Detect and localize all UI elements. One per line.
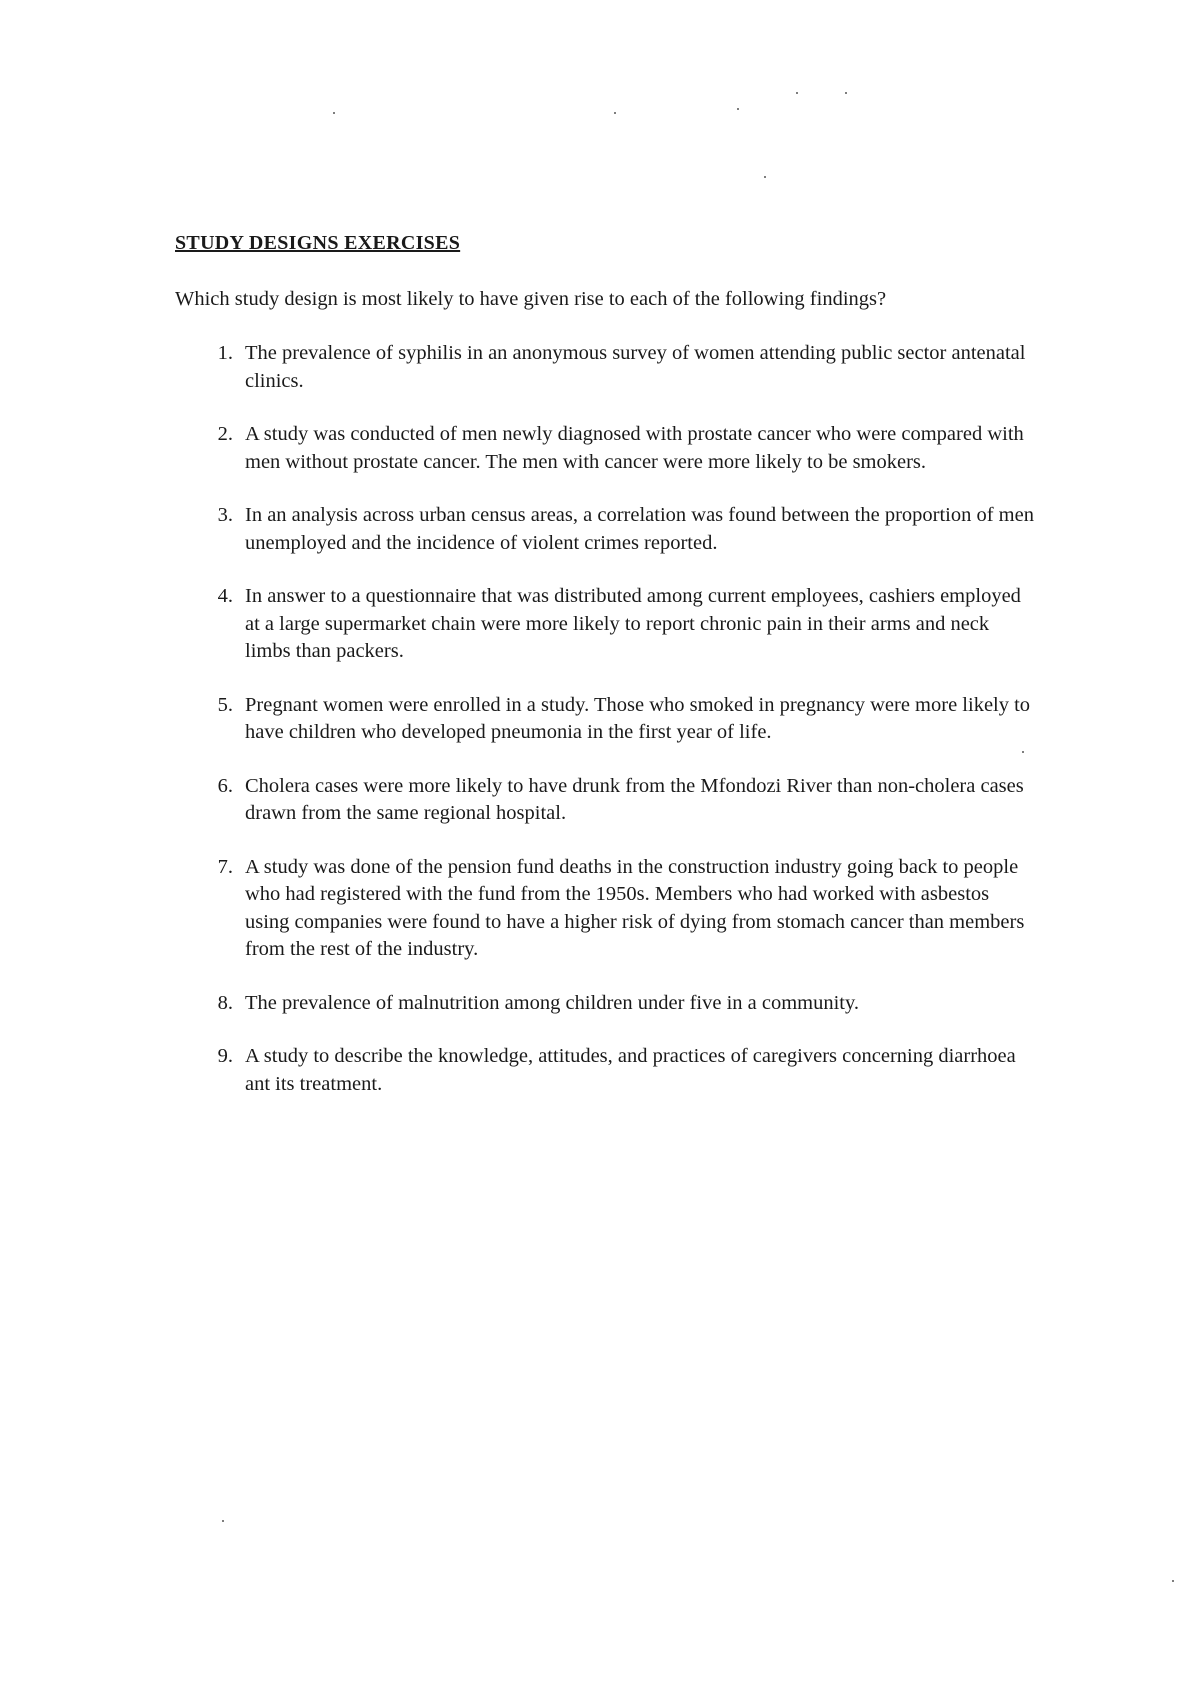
list-item [175,1043,1035,1098]
item-text: In an analysis across urban census areas, a correlation was found between the proportion of men unemployed and the incidence of violent crimes reported. [245,504,1034,554]
item-number: 6. [217,774,233,797]
item-text: Cholera cases were more likely to have drunk from the Mfondozi River than non-cholera cases drawn from the same regional hospital. [245,774,1024,824]
scan-speck [764,176,766,178]
item-number: 5. [217,693,233,716]
scan-speck [222,1520,224,1522]
scan-speck [614,112,616,114]
list-item [175,773,1035,828]
scan-speck [737,108,739,110]
item-text: The prevalence of malnutrition among children under five in a community. [245,991,860,1014]
list-item [175,990,1035,1018]
scan-speck [845,92,847,94]
item-text: A study was done of the pension fund deaths in the construction industry going back to people who had registered with the fund from the 1950s. Members who had worked with asbestos using companies were found to have a higher risk of dying from stomach cancer than members from the rest of the industry. [245,855,1025,960]
scan-speck [796,92,798,94]
list-item [175,692,1035,747]
list-item [175,502,1035,557]
list-item [175,421,1035,476]
item-number: 7. [217,855,233,878]
page-title: STUDY DESIGNS EXERCISES [175,232,461,254]
item-number: 1. [217,342,233,364]
item-text: Pregnant women were enrolled in a study. Those who smoked in pregnancy were more likely to have children who developed pneumonia in the first year of life. [245,693,1031,743]
item-number: 4. [217,585,233,607]
item-text: In answer to a questionnaire that was distributed among current employees, cashiers employed at a large supermarket chain were more likely to report chronic pain in their arms and neck limbs than packers. [245,585,1021,662]
item-text: A study was conducted of men newly diagnosed with prostate cancer who were compared with men without prostate cancer. The men with cancer were more likely to be smokers. [245,423,1024,473]
item-text: A study to describe the knowledge, attitudes, and practices of caregivers concerning diarrhoea ant its treatment. [245,1045,1016,1095]
scan-speck [333,112,335,114]
item-number: 9. [217,1045,233,1067]
list-item [175,340,1035,395]
list-item [175,854,1035,964]
scan-speck [1172,1580,1174,1582]
item-text: The prevalence of syphilis in an anonymous survey of women attending public sector antenatal clinics. [245,342,1026,392]
findings-list [175,340,1035,1124]
list-item [175,583,1035,666]
item-number: 2. [217,423,233,445]
intro-question: Which study design is most likely to have given rise to each of the following findings? [175,288,887,310]
item-number: 3. [217,504,233,526]
item-number: 8. [217,991,233,1014]
